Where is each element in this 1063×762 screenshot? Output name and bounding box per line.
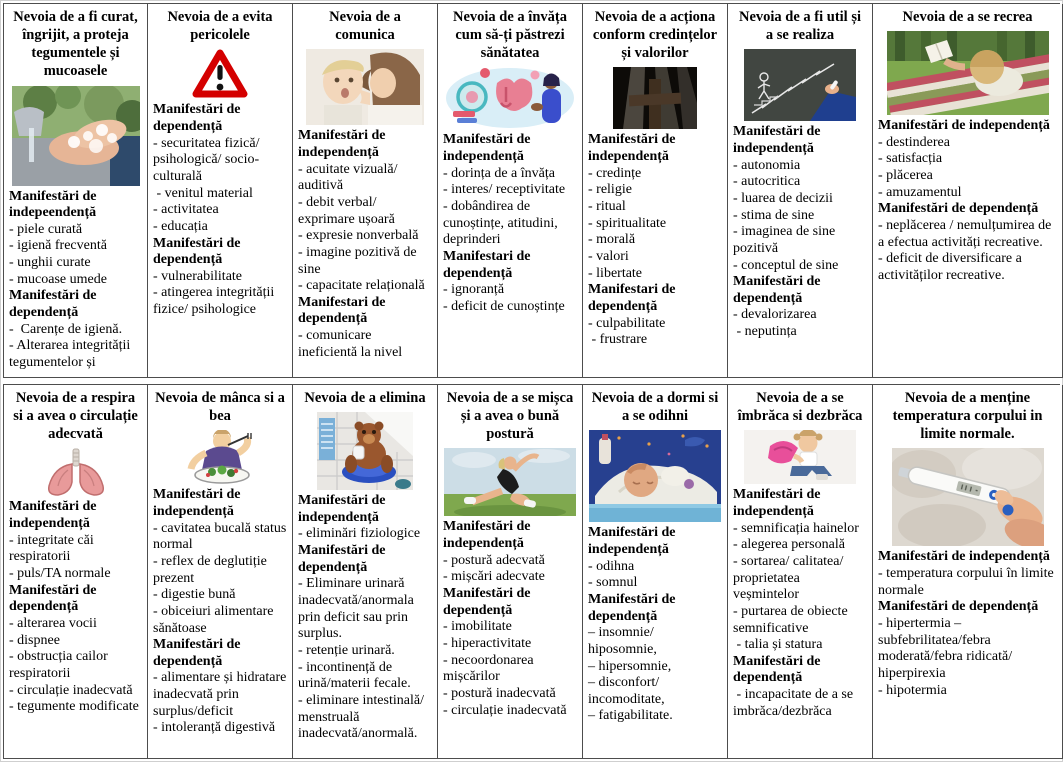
need-cell [438, 385, 583, 759]
list-item: - frustrare [588, 332, 648, 348]
list-item: - plăcerea [878, 168, 933, 184]
section-heading: Manifestari de dependență [443, 248, 531, 281]
list-item: - alterarea vocii [9, 615, 97, 631]
list-item: - satisfacția [878, 151, 943, 167]
list-item: - circulație inadecvată [443, 702, 567, 718]
section-heading: Manifestări de independență [733, 124, 821, 156]
need-cell [728, 4, 873, 378]
list-item: - deficit de cunoștințe [443, 298, 565, 314]
need-title: Nevoia de a fi curat, îngrijit, a proteja tegumentele și mucoasele [13, 9, 138, 80]
list-item: - mucoase umede [9, 271, 107, 287]
list-item: - valori [588, 248, 629, 264]
teddy-toilet-photo [298, 412, 432, 490]
list-item: – insomnie/ hiposomnie, [588, 625, 658, 657]
section-heading: Manifestări de independență [733, 487, 821, 519]
list-item: – disconfort/ incomoditate, [588, 675, 665, 707]
section-heading: Manifestări de dependență [9, 582, 97, 615]
eating-cartoon [153, 430, 287, 484]
list-item: - piele curată [9, 221, 83, 237]
list-item: - dispnee [9, 632, 60, 648]
need-cell [873, 385, 1063, 759]
section-heading: Manifestări de independență [153, 487, 241, 519]
list-item: - ignoranță [443, 282, 505, 298]
section-heading: Manifestări de dependență [298, 543, 386, 575]
need-cell [438, 4, 583, 378]
need-title: Nevoia de a elimina [304, 390, 426, 406]
stretching-photo [443, 448, 577, 516]
list-item: - obiceiuri alimentare sănătoase [153, 603, 277, 636]
list-item: - spiritualitate [588, 215, 667, 231]
need-title: Nevoia de a menține temperatura corpului in limite normale. [892, 390, 1043, 443]
list-item: - alegerea personală [733, 537, 845, 553]
list-item: - luarea de decizii [733, 190, 833, 206]
need-cell [4, 385, 148, 759]
section-heading: Manifestări de dependență [153, 102, 241, 134]
need-cell [148, 385, 293, 759]
need-cell [148, 4, 293, 378]
list-item: - somnul [588, 575, 638, 591]
lungs-illustration [9, 448, 142, 496]
warning-triangle-icon [153, 49, 287, 99]
list-item: - morală [588, 232, 636, 248]
section-heading: Manifestări de dependență [153, 637, 241, 669]
section-heading: Manifestări de independență [588, 132, 676, 165]
sleeping-baby-photo [588, 430, 722, 522]
section-heading: Manifestări de independență [878, 118, 1050, 134]
section-heading: Manifestări de dependență [443, 586, 531, 618]
need-cell [873, 4, 1063, 378]
list-item: - intoleranță digestivă [153, 720, 276, 736]
section-heading: Manifestări de indepeendență [9, 188, 97, 221]
list-item: - devalorizarea [733, 307, 817, 323]
list-item: - odihna [588, 558, 635, 574]
list-item: - talia și statura [733, 637, 823, 653]
section-heading: Manifestări de independență [9, 499, 97, 532]
list-item: - hipotermia [878, 682, 947, 698]
list-item: - semnificația hainelor [733, 520, 859, 536]
need-title: Nevoia de a dormi si a se odihni [591, 390, 719, 425]
list-item: - eliminare intestinală/ menstruală inadecvată/anormală. [298, 693, 428, 742]
list-item: - postură inadecvată [443, 685, 556, 701]
list-item: - cavitatea bucală status normal [153, 520, 290, 553]
health-education-illustration [443, 67, 577, 129]
list-item: - tegumente modificate [9, 699, 139, 715]
list-item: - obstrucția cailor respiratorii [9, 649, 112, 681]
section-heading: Manifestari de dependență [298, 294, 386, 327]
section-heading: Manifestări de independență [298, 493, 386, 525]
list-item: - libertate [588, 265, 643, 281]
list-item: - temperatura corpului în limite normale [878, 566, 1058, 598]
list-item: - hipertermia – subfebrilitatea/febra moderată/febra ridicată/ hiperpirexia [878, 616, 1016, 681]
list-item: - credințe [588, 165, 642, 181]
need-title: Nevoia de a fi util și a se realiza [738, 9, 862, 44]
list-item: - neplăcerea / nemulțumirea de a efectua activități recreative. [878, 218, 1055, 250]
need-cell [293, 4, 438, 378]
need-title: Nevoia de a evita pericolele [167, 9, 273, 44]
list-item: - circulație inadecvată [9, 682, 133, 698]
list-item: - expresie nonverbală [298, 228, 419, 244]
cross-light-photo [588, 67, 722, 129]
handwashing-photo [9, 86, 142, 186]
list-item: - deficit de diversificare a activităților recreative. [878, 251, 1026, 284]
list-item: - neputința [733, 324, 797, 340]
need-cell [293, 385, 438, 759]
list-item: - stima de sine [733, 207, 815, 223]
list-item: - puls/TA normale [9, 566, 111, 581]
need-cell [583, 4, 728, 378]
list-item: - conceptul de sine [733, 257, 839, 273]
list-item: - purtarea de obiecte semnificative [733, 603, 852, 636]
list-item: - autocritica [733, 174, 801, 190]
need-title: Nevoia de a comunica [329, 9, 401, 44]
hammock-reading-photo [878, 31, 1057, 115]
section-heading: Manifestări de independență [588, 525, 676, 557]
list-item: - hiperactivitate [443, 635, 532, 651]
list-item: - incontinență de urină/materii fecale. [298, 659, 411, 692]
need-title: Nevoia de a învăța cum să-ți păstrezi sănătatea [453, 9, 567, 62]
need-title: Nevoia de mânca si a bea [155, 390, 285, 425]
list-item: - comunicare ineficientă la nivel [298, 328, 403, 360]
list-item: - ritual [588, 199, 626, 214]
list-item: - digestie bună [153, 587, 236, 603]
section-heading: Manifestări de dependență [588, 591, 676, 624]
section-heading: Manifestări de dependență [733, 653, 821, 686]
list-item: - mișcări adecvate [443, 569, 545, 585]
need-title: Nevoia de a se mișca și a avea o bună postură [446, 390, 574, 443]
list-item: – fatigabilitate. [588, 708, 673, 724]
section-heading: Manifestări de dependență [153, 235, 241, 268]
thermometer-photo [878, 448, 1057, 546]
list-item: - necoordonarea mișcărilor [443, 652, 538, 685]
list-item: - eliminări fiziologice [298, 526, 421, 542]
list-item: - dobândirea de cunoștințe, atitudini, deprinderi [443, 199, 562, 248]
need-title: Nevoia de a acționa conform credințelor și valorilor [592, 9, 718, 62]
list-item: - capacitate relațională [298, 278, 425, 294]
list-item: - securitatea fizică/ psihologică/ socio-culturală [153, 135, 263, 184]
need-cell [583, 385, 728, 759]
list-item: - autonomia [733, 157, 801, 173]
list-item: - educația [153, 218, 208, 234]
needs-table-bottom [3, 384, 1060, 759]
section-heading: Manifestări de independență [443, 519, 531, 552]
list-item: – hipersomnie, [588, 658, 672, 674]
list-item: - alimentare și hidratare inadecvată prin surplus/deficit [153, 670, 290, 719]
need-title: Nevoia de a se recrea [902, 9, 1033, 25]
list-item: - atingerea integrității fizice/ psihologice [153, 285, 278, 318]
list-item: - Carențe de igienă. [9, 321, 123, 337]
list-item: - postură adecvată [443, 552, 545, 568]
list-item: - debit verbal/ exprimare ușoară [298, 194, 395, 227]
list-item: - destinderea [878, 134, 950, 150]
list-item: - venitul material [153, 185, 253, 201]
section-heading: Manifestări de independență [878, 549, 1050, 565]
list-item: - dorința de a învăța [443, 165, 555, 181]
list-item: - activitatea [153, 202, 219, 218]
list-item: - religie [588, 182, 632, 198]
list-item: - vulnerabilitate [153, 268, 243, 284]
list-item: - imobilitate [443, 619, 512, 635]
list-item: - igienă frecventă [9, 238, 107, 254]
section-heading: Manifestari de dependență [588, 282, 676, 314]
list-item: - retenție urinară. [298, 643, 395, 659]
list-item: - culpabilitate [588, 315, 666, 331]
list-item: - Eliminare urinară inadecvată/anormala prin deficit sau prin surplus. [298, 576, 418, 642]
need-cell [728, 385, 873, 759]
need-title: Nevoia de a respira si a avea o circulație adecvată [13, 390, 138, 443]
list-item: - reflex de deglutiție prezent [153, 553, 271, 586]
list-item: - amuzamentul [878, 184, 962, 200]
section-heading: Manifestări de dependență [733, 274, 821, 306]
section-heading: Manifestări de independență [443, 132, 531, 165]
chalkboard-stairs-photo [733, 49, 867, 121]
list-item: - unghii curate [9, 255, 91, 271]
section-heading: Manifestări de dependență [878, 201, 1039, 217]
need-title: Nevoia de a se îmbrăca si dezbrăca [737, 390, 863, 425]
list-item: - sortarea/ calitatea/ proprietatea veșmintelor [733, 553, 847, 603]
section-heading: Manifestări de independență [298, 128, 386, 160]
list-item: - acuitate vizuală/ auditivă [298, 161, 401, 194]
section-heading: Manifestări de dependență [878, 599, 1039, 615]
children-whispering-photo [298, 49, 432, 125]
section-heading: Manifestări de dependență [9, 288, 97, 321]
list-item: - integritate căi respiratorii [9, 532, 98, 565]
list-item: - imagine pozitivă de sine [298, 244, 421, 277]
list-item: - interes/ receptivitate [443, 182, 566, 198]
need-cell [4, 4, 148, 378]
girl-dressing-photo [733, 430, 867, 484]
list-item: - Alterarea integrității tegumentelor și [9, 338, 134, 371]
list-item: - incapacitate de a se imbrăca/dezbrăca [733, 687, 857, 719]
list-item: - imaginea de sine pozitivă [733, 224, 839, 256]
needs-table-top [3, 3, 1060, 378]
